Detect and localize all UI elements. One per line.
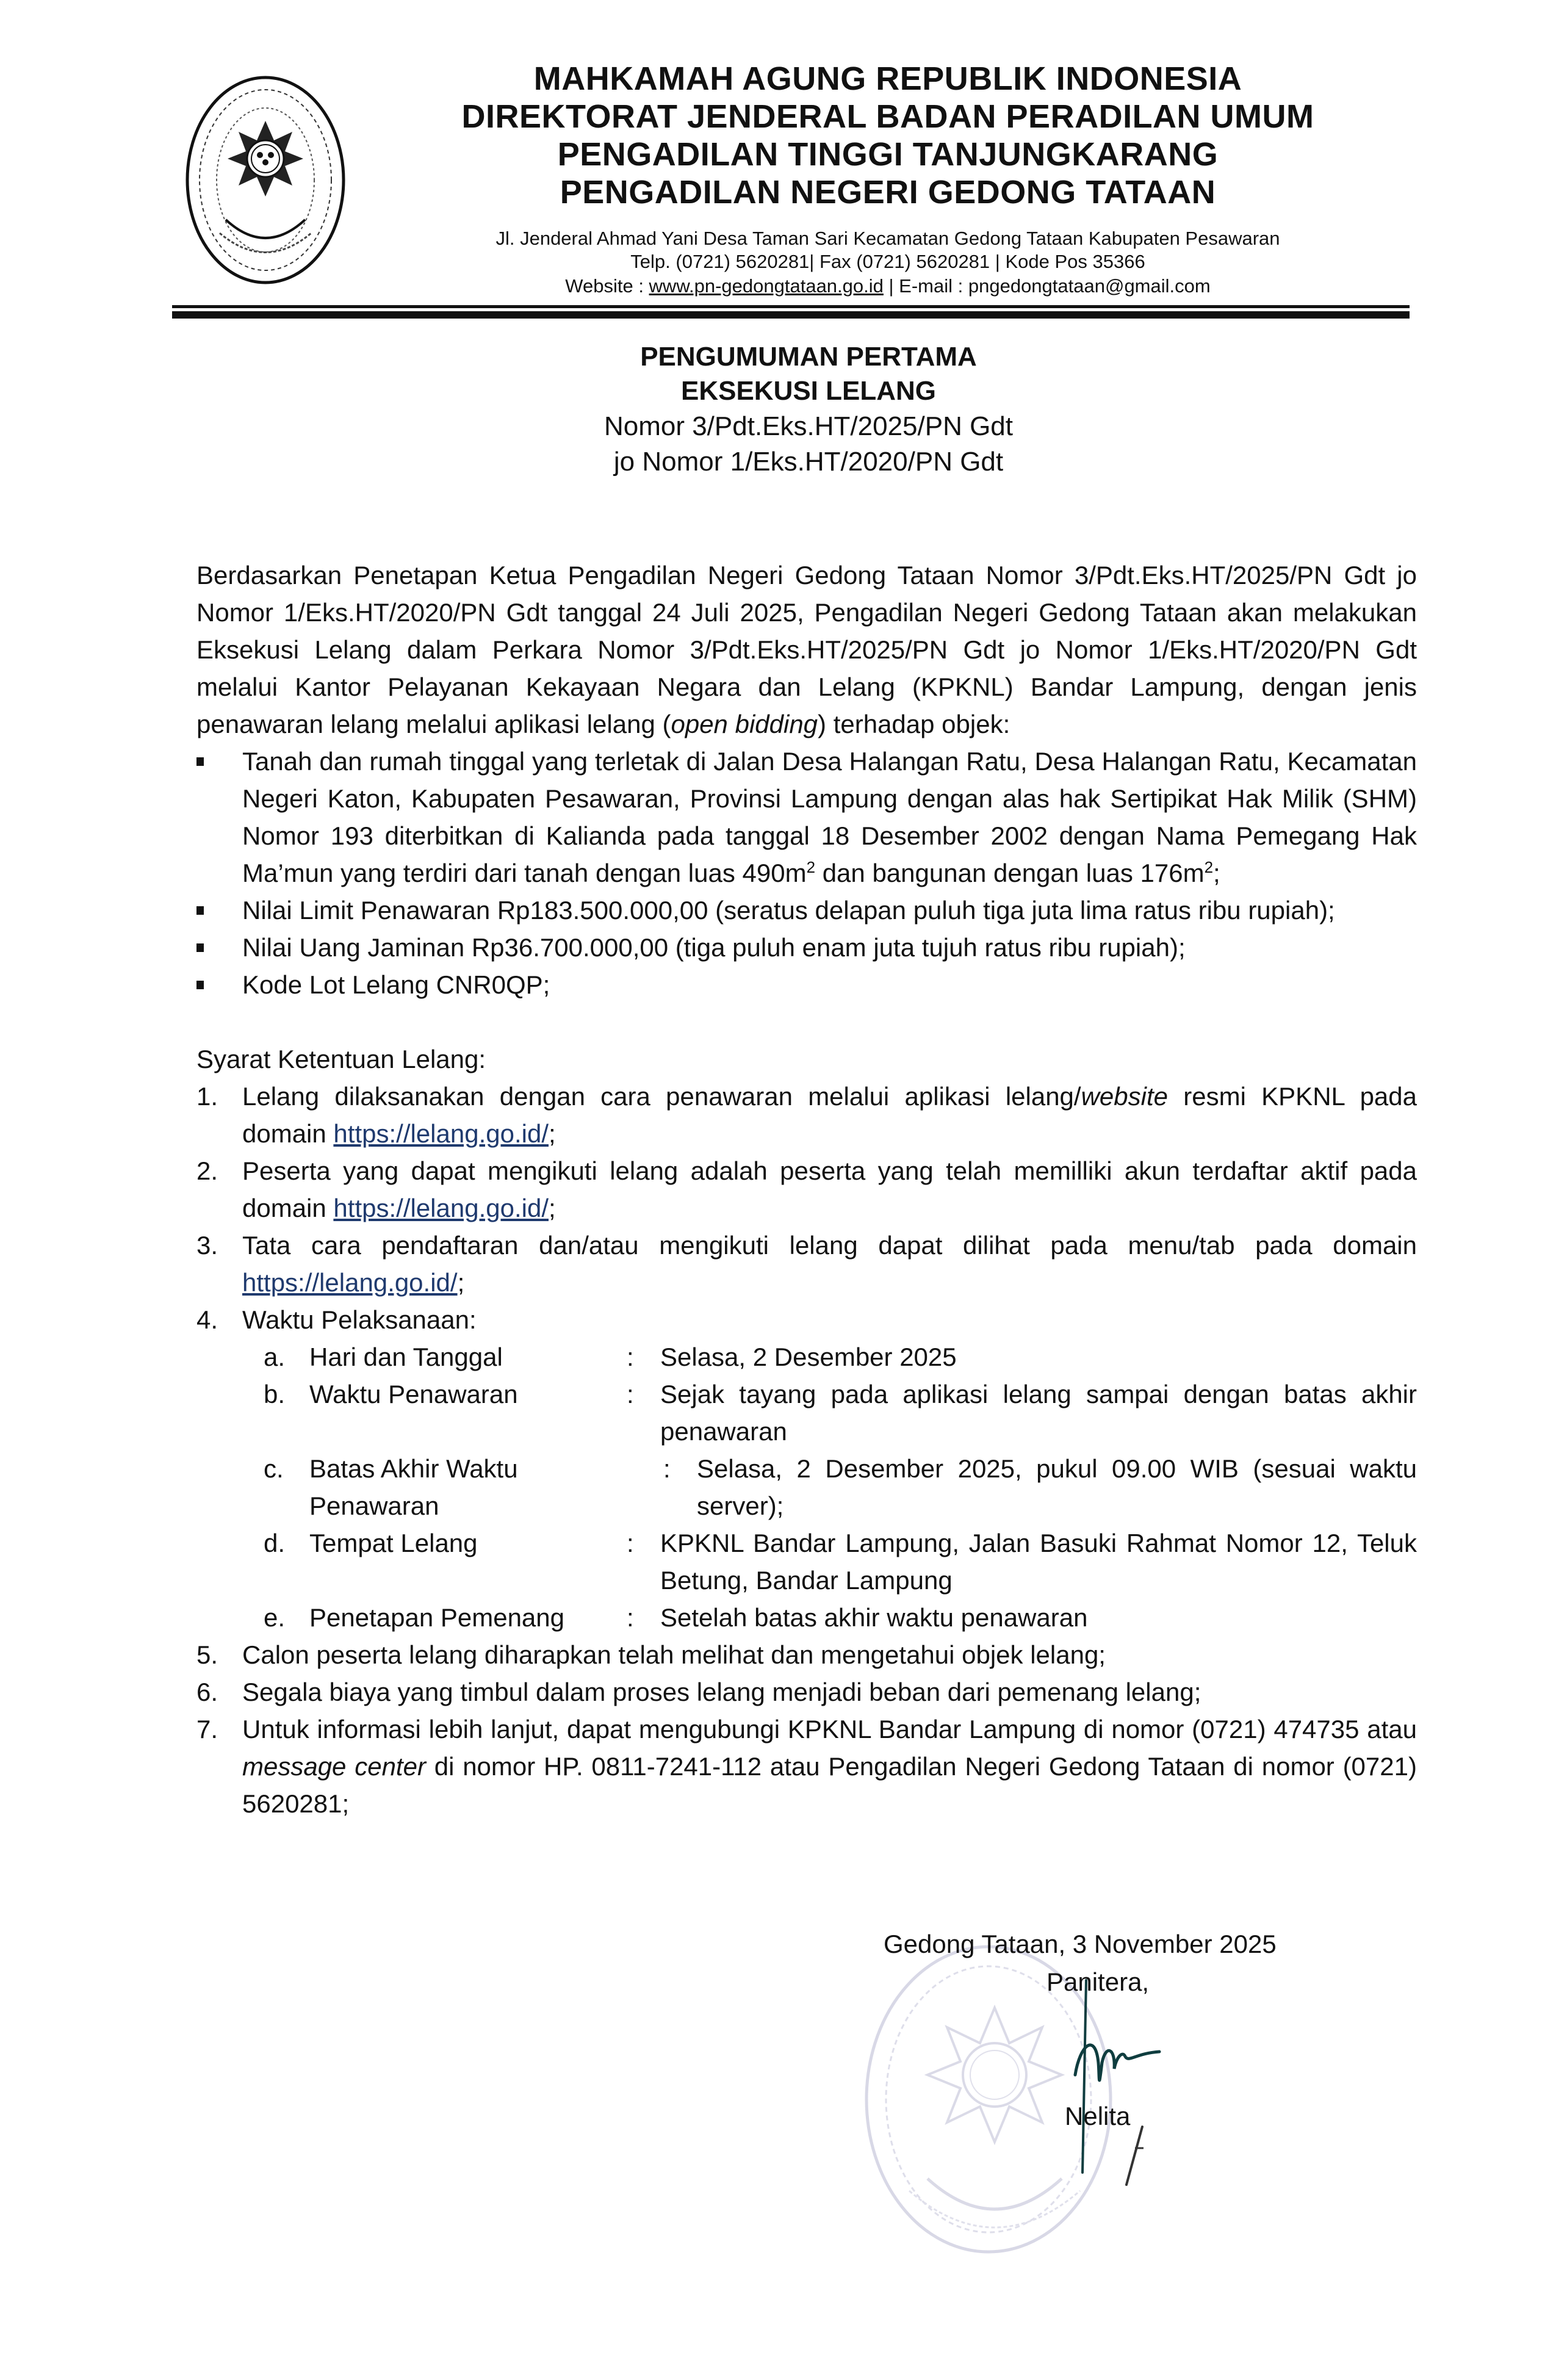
object-item-limit: [196, 892, 1417, 929]
schedule-table: [264, 1338, 1417, 1636]
letterhead-web-email: [342, 275, 1434, 298]
term-number: 1.: [196, 1082, 218, 1111]
letterhead-divider-thin: [172, 305, 1410, 308]
lelang-link[interactable]: https://lelang.go.id/: [242, 1268, 458, 1297]
body-content: [196, 557, 1417, 1822]
term-3: [196, 1227, 1417, 1301]
letterhead-line-2: DIREKTORAT JENDERAL BADAN PERADILAN UMUM: [461, 98, 1314, 135]
letterhead-line-4: PENGADILAN NEGERI GEDONG TATAAN: [560, 174, 1216, 211]
letterhead-contact: Telp. (0721) 5620281| Fax (0721) 5620281 | Kode Pos 35366: [630, 251, 1145, 272]
row-value: KPKNL Bandar Lampung, Jalan Basuki Rahmat Nomor 12, Teluk Betung, Bandar Lampung: [660, 1529, 1417, 1595]
letterhead-line-1: MAHKAMAH AGUNG REPUBLIK INDONESIA: [533, 60, 1242, 97]
punct: ;: [549, 1119, 556, 1148]
row-value: Selasa, 2 Desember 2025, pukul 09.00 WIB (sesuai waktu server);: [697, 1454, 1417, 1520]
term-6: [196, 1673, 1417, 1711]
intro-text: Berdasarkan Penetapan Ketua Pengadilan Negeri Gedong Tataan Nomor 3/Pdt.Eks.HT/2025/PN Gdt jo Nomor 1/Eks.HT/2020/PN Gdt tanggal 24 Juli 2025, Pengadilan Negeri Gedong Tataan akan melakukan Eksekusi Lelang dalam Perkara Nomor 3/Pdt.Eks.HT/2025/PN Gdt jo Nomor 1/Eks.HT/2020/PN Gdt melalui Kantor Pelayanan Kekayaan Negara dan Lelang (KPKNL) Bandar Lampung, dengan jenis penawaran lelang melalui aplikasi lelang (: [196, 561, 1417, 738]
bullet-icon: [196, 757, 204, 766]
punct: ;: [549, 1194, 556, 1222]
row-letter: e.: [264, 1603, 286, 1632]
doc-title: PENGUMUMAN PERTAMA: [640, 342, 977, 372]
term-text: Segala biaya yang timbul dalam proses lelang menjadi beban dari pemenang lelang;: [242, 1678, 1201, 1706]
punct: ;: [457, 1268, 465, 1297]
term-4: [196, 1301, 1417, 1338]
object-desc-2: dan bangunan dengan luas 176m: [815, 859, 1205, 887]
row-value: Selasa, 2 Desember 2025: [660, 1343, 957, 1371]
row-label: Penetapan Pemenang: [309, 1603, 565, 1632]
doc-number: Nomor 3/Pdt.Eks.HT/2025/PN Gdt: [603, 411, 1014, 441]
letterhead-line-3: PENGADILAN TINGGI TANJUNGKARANG: [557, 136, 1219, 173]
row-colon: :: [627, 1343, 634, 1371]
sign-name: Nelita: [1065, 2102, 1131, 2130]
term-text: Lelang dilaksanakan dengan cara penawaran melalui aplikasi lelang/: [242, 1082, 1081, 1111]
schedule-row: [264, 1450, 1417, 1524]
sup: 2: [806, 858, 816, 876]
letterhead-address: Jl. Jenderal Ahmad Yani Desa Taman Sari Kecamatan Gedong Tataan Kabupaten Pesawaran: [495, 228, 1280, 249]
lot-code-text: Kode Lot Lelang CNR0QP;: [242, 970, 550, 999]
term-number: 4.: [196, 1305, 218, 1334]
term-7: [196, 1711, 1417, 1822]
row-letter: c.: [264, 1454, 284, 1483]
term-number: 7.: [196, 1715, 218, 1744]
sign-place-date: Gedong Tataan, 3 November 2025: [884, 1930, 1277, 1958]
row-colon: :: [663, 1454, 671, 1483]
row-letter: b.: [264, 1380, 286, 1408]
bullet-icon: [196, 981, 204, 989]
term-text-2: di nomor HP. 0811-7241-112 atau Pengadilan Negeri Gedong Tataan di nomor (0721) 5620281;: [242, 1752, 1417, 1818]
term-2: [196, 1152, 1417, 1227]
handwritten-signature-icon: [1062, 1971, 1184, 2191]
term-italic: website: [1081, 1082, 1168, 1111]
court-emblem-icon: [183, 73, 348, 287]
term-text: Calon peserta lelang diharapkan telah melihat dan mengetahui objek lelang;: [242, 1640, 1106, 1669]
schedule-row: [264, 1524, 1417, 1599]
term-number: 6.: [196, 1678, 218, 1706]
lelang-link[interactable]: https://lelang.go.id/: [333, 1194, 549, 1222]
term-number: 3.: [196, 1231, 218, 1260]
term-text: Untuk informasi lebih lanjut, dapat mengubungi KPKNL Bandar Lampung di nomor (0721) 474735 atau: [242, 1715, 1417, 1744]
row-colon: :: [627, 1380, 634, 1408]
punct: ;: [1213, 859, 1220, 887]
intro-italic: open bidding: [671, 710, 818, 738]
row-label: Hari dan Tanggal: [309, 1343, 503, 1371]
deposit-value-text: Nilai Uang Jaminan Rp36.700.000,00 (tiga puluh enam juta tujuh ratus ribu rupiah);: [242, 933, 1186, 962]
term-number: 2.: [196, 1156, 218, 1185]
sign-role: Panitera,: [1046, 1967, 1150, 1996]
doc-subtitle: EKSEKUSI LELANG: [680, 376, 937, 406]
term-italic: message center: [242, 1752, 426, 1781]
schedule-row: [264, 1338, 1417, 1376]
website-link[interactable]: www.pn-gedongtataan.go.id: [649, 275, 884, 297]
object-item-lot-code: [196, 966, 1417, 1003]
row-letter: d.: [264, 1529, 286, 1557]
row-value: Setelah batas akhir waktu penawaran: [660, 1603, 1088, 1632]
sup: 2: [1204, 858, 1214, 876]
website-label: Website :: [565, 275, 649, 297]
term-text: Tata cara pendaftaran dan/atau mengikuti lelang dapat dilihat pada menu/tab pada domain: [242, 1231, 1417, 1260]
term-5: [196, 1636, 1417, 1673]
term-text-2: resmi KPKNL pada domain: [242, 1082, 1417, 1148]
term-1: [196, 1078, 1417, 1152]
intro-paragraph: [196, 557, 1417, 743]
doc-number-ref: jo Nomor 1/Eks.HT/2020/PN Gdt: [613, 447, 1004, 477]
bullet-icon: [196, 943, 204, 952]
lelang-link[interactable]: https://lelang.go.id/: [333, 1119, 549, 1148]
letterhead-divider-thick: [172, 311, 1410, 319]
term-text: Waktu Pelaksanaan:: [242, 1305, 477, 1334]
schedule-row: [264, 1599, 1417, 1636]
limit-value-text: Nilai Limit Penawaran Rp183.500.000,00 (seratus delapan puluh tiga juta lima ratus ribu rupiah);: [242, 896, 1335, 925]
term-text: Peserta yang dapat mengikuti lelang adalah peserta yang telah memilliki akun terdaftar aktif pada domain: [242, 1156, 1417, 1222]
intro-text-end: ) terhadap objek:: [818, 710, 1010, 738]
term-number: 5.: [196, 1640, 218, 1669]
object-item-deposit: [196, 929, 1417, 966]
row-label: Waktu Penawaran: [309, 1380, 518, 1408]
row-colon: :: [627, 1529, 634, 1557]
object-desc: Tanah dan rumah tinggal yang terletak di Jalan Desa Halangan Ratu, Desa Halangan Ratu, Kecamatan Negeri Katon, Kabupaten Pesawaran, Provinsi Lampung dengan alas hak Sertipikat Hak Milik (SHM) Nomor 193 diterbitkan di Kalianda pada tanggal 18 Desember 2002 dengan Nama Pemegang Hak Ma’mun yang terdiri dari tanah dengan luas 490m: [242, 747, 1417, 887]
terms-heading: Syarat Ketentuan Lelang:: [196, 1045, 486, 1073]
row-colon: :: [627, 1603, 634, 1632]
row-value: Sejak tayang pada aplikasi lelang sampai dengan batas akhir penawaran: [660, 1380, 1417, 1446]
email-label: | E-mail :: [883, 275, 968, 297]
email-address[interactable]: pngedongtataan@gmail.com: [968, 275, 1211, 297]
row-label: Batas Akhir Waktu Penawaran: [309, 1454, 518, 1520]
bullet-icon: [196, 906, 204, 915]
object-item-land: [196, 743, 1417, 892]
schedule-row: [264, 1376, 1417, 1450]
row-label: Tempat Lelang: [309, 1529, 478, 1557]
row-letter: a.: [264, 1343, 286, 1371]
